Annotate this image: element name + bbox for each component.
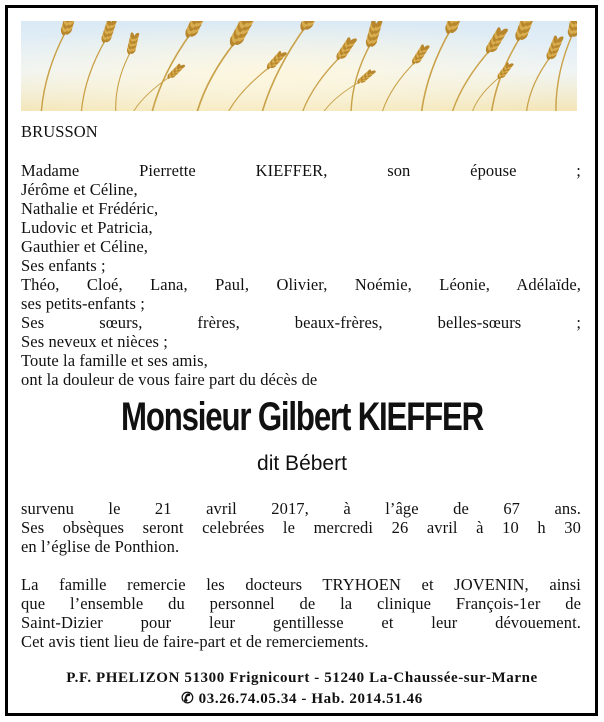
deceased-nickname: dit Bébert [257,452,347,475]
text-line: Théo, Cloé, Lana, Paul, Olivier, Noémie, Léonie, Adélaïde, [21,275,581,294]
text-line: ont la douleur de vous faire part du décès de [21,370,318,389]
text-line: Ses sœurs, frères, beaux-frères, belles-sœurs ; [21,313,581,332]
text-line: Jérôme et Céline, [21,180,138,199]
text-line: La famille remercie les docteurs TRYHOEN et JOVENIN, ainsi [21,575,581,594]
text-line: Madame Pierrette KIEFFER, son épouse ; [21,161,581,180]
funeral-home-address: P.F. PHELIZON 51300 Frignicourt - 51240 La-Chaussée-sur-Marne [66,670,538,686]
funeral-details [21,499,581,556]
text-line: Ses obsèques seront celebrées le mercredi 26 avril à 10 h 30 [21,518,581,537]
text-line: Ses enfants ; [21,256,106,275]
text-line: que l’ensemble du personnel de la clinique François-1er de [21,594,581,613]
text-line: ses petits-enfants ; [21,294,145,313]
text-line: Ludovic et Patricia, [21,218,153,237]
thanks-paragraph [21,575,581,651]
text-line: survenu le 21 avril 2017, à l’âge de 67 ans. [21,499,581,518]
text-line: en l’église de Ponthion. [21,537,180,556]
text-line: Cet avis tient lieu de faire-part et de remerciements. [21,632,369,651]
text-line: Saint-Dizier pour leur gentillesse et leur dévouement. [21,613,581,632]
text-line: Toute la famille et ses amis, [21,351,208,370]
text-line: Ses neveux et nièces ; [21,332,168,351]
funeral-home-phone: ✆ 03.26.74.05.34 - Hab. 2014.51.46 [181,691,423,707]
deceased-name: Monsieur Gilbert KIEFFER [121,395,483,439]
location-text: BRUSSON [21,122,98,141]
location [21,122,581,141]
family-list [21,161,581,389]
wheat-banner-image [21,21,577,111]
text-line: Nathalie et Frédéric, [21,199,159,218]
wheat-field-icon [21,21,577,111]
text-line: Gauthier et Céline, [21,237,148,256]
